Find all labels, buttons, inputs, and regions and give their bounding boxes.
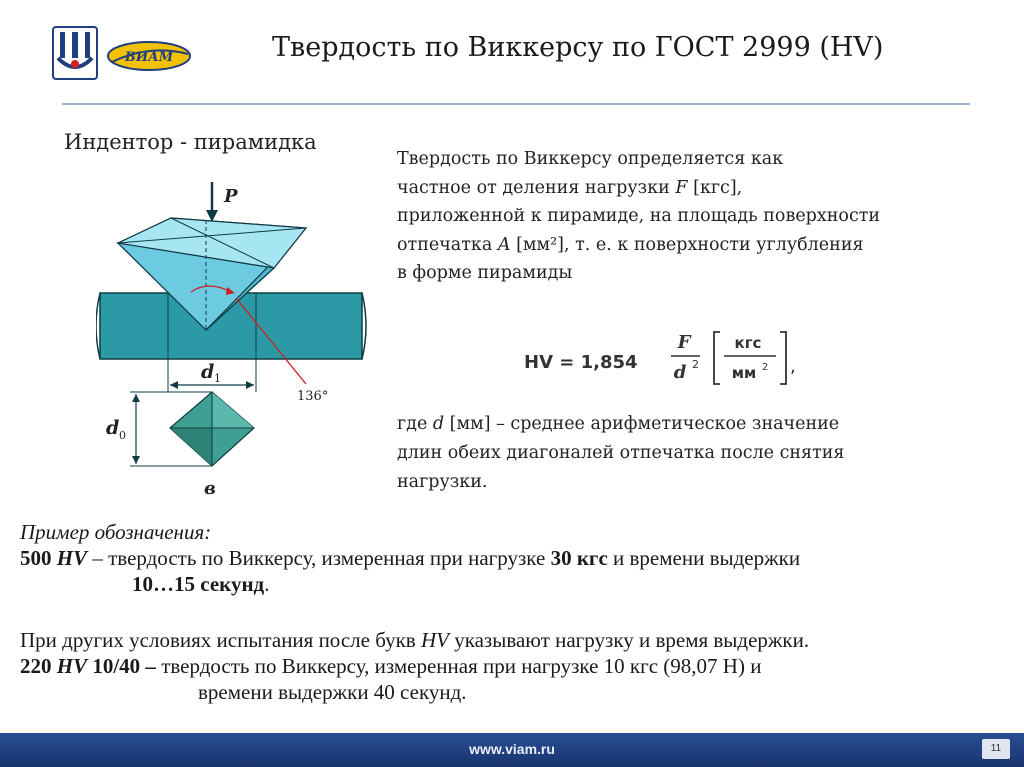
examples-heading: Пример обозначения: bbox=[20, 520, 212, 544]
definition-text: Твердость по Виккерсу определяется как частное от деления нагрузки F [кгс], приложенной к пирамиде, на площадь поверхности отпечатка A [мм²], т. е. к поверхности углубления в форме пирамиды bbox=[397, 149, 881, 283]
logo-text: ВИАМ bbox=[124, 50, 174, 65]
page-title: Твердость по Виккерсу по ГОСТ 2999 (HV) bbox=[272, 32, 884, 63]
d0-subscript: 0 bbox=[119, 429, 126, 442]
unit-numerator: кгс bbox=[734, 334, 762, 352]
formula-numerator: F bbox=[677, 332, 691, 353]
vickers-formula bbox=[524, 326, 814, 390]
d0-symbol: d bbox=[106, 417, 120, 439]
sub-figure-label: в bbox=[204, 478, 216, 499]
unit-den-exp: 2 bbox=[762, 362, 769, 373]
emblem-logo bbox=[52, 26, 98, 80]
viam-logo bbox=[106, 40, 192, 72]
d1-symbol: d bbox=[201, 361, 215, 383]
d1-subscript: 1 bbox=[214, 372, 221, 385]
page-number: 11 bbox=[982, 739, 1010, 759]
formula-lhs: HV = 1,854 bbox=[524, 352, 638, 373]
designation-examples: Пример обозначения: 500 HV – твердость по Виккерсу, измеренная при нагрузке 30 кгс и времени выдержки 10…15 секунд. При других условиях испытания после букв HV указывают нагрузку и время выдержки. 220 HV 10/40 – твердость по Виккерсу, измеренная при нагрузке 10 кгс (98,07 Н) и времени выдержки 40 секунд. bbox=[20, 519, 1010, 705]
formula-den-exp: 2 bbox=[692, 358, 699, 371]
load-label: P bbox=[224, 186, 238, 207]
footer-url[interactable]: www.viam.ru bbox=[469, 741, 555, 757]
footer-bar bbox=[0, 733, 1024, 767]
example-220hv: 220 HV 10/40 – твердость по Виккерсу, измеренная при нагрузке 10 кгс (98,07 Н) и bbox=[20, 654, 762, 678]
angle-label: 136° bbox=[297, 389, 329, 404]
formula-comma: , bbox=[790, 356, 796, 377]
formula-denominator: d bbox=[673, 362, 687, 383]
diagonal-note: где d [мм] – среднее арифметическое значение длин обеих диагоналей отпечатка после снятия нагрузки. bbox=[397, 414, 845, 492]
unit-denominator: мм bbox=[731, 364, 757, 382]
example-500hv: 500 HV – твердость по Виккерсу, измеренная при нагрузке 30 кгс и времени выдержки bbox=[20, 546, 801, 570]
indenter-heading: Индентор - пирамидка bbox=[64, 130, 317, 154]
vickers-indenter-diagram bbox=[96, 180, 376, 500]
title-divider bbox=[62, 103, 970, 105]
other-conditions: При других условиях испытания после букв HV указывают нагрузку и время выдержки. bbox=[20, 628, 810, 652]
